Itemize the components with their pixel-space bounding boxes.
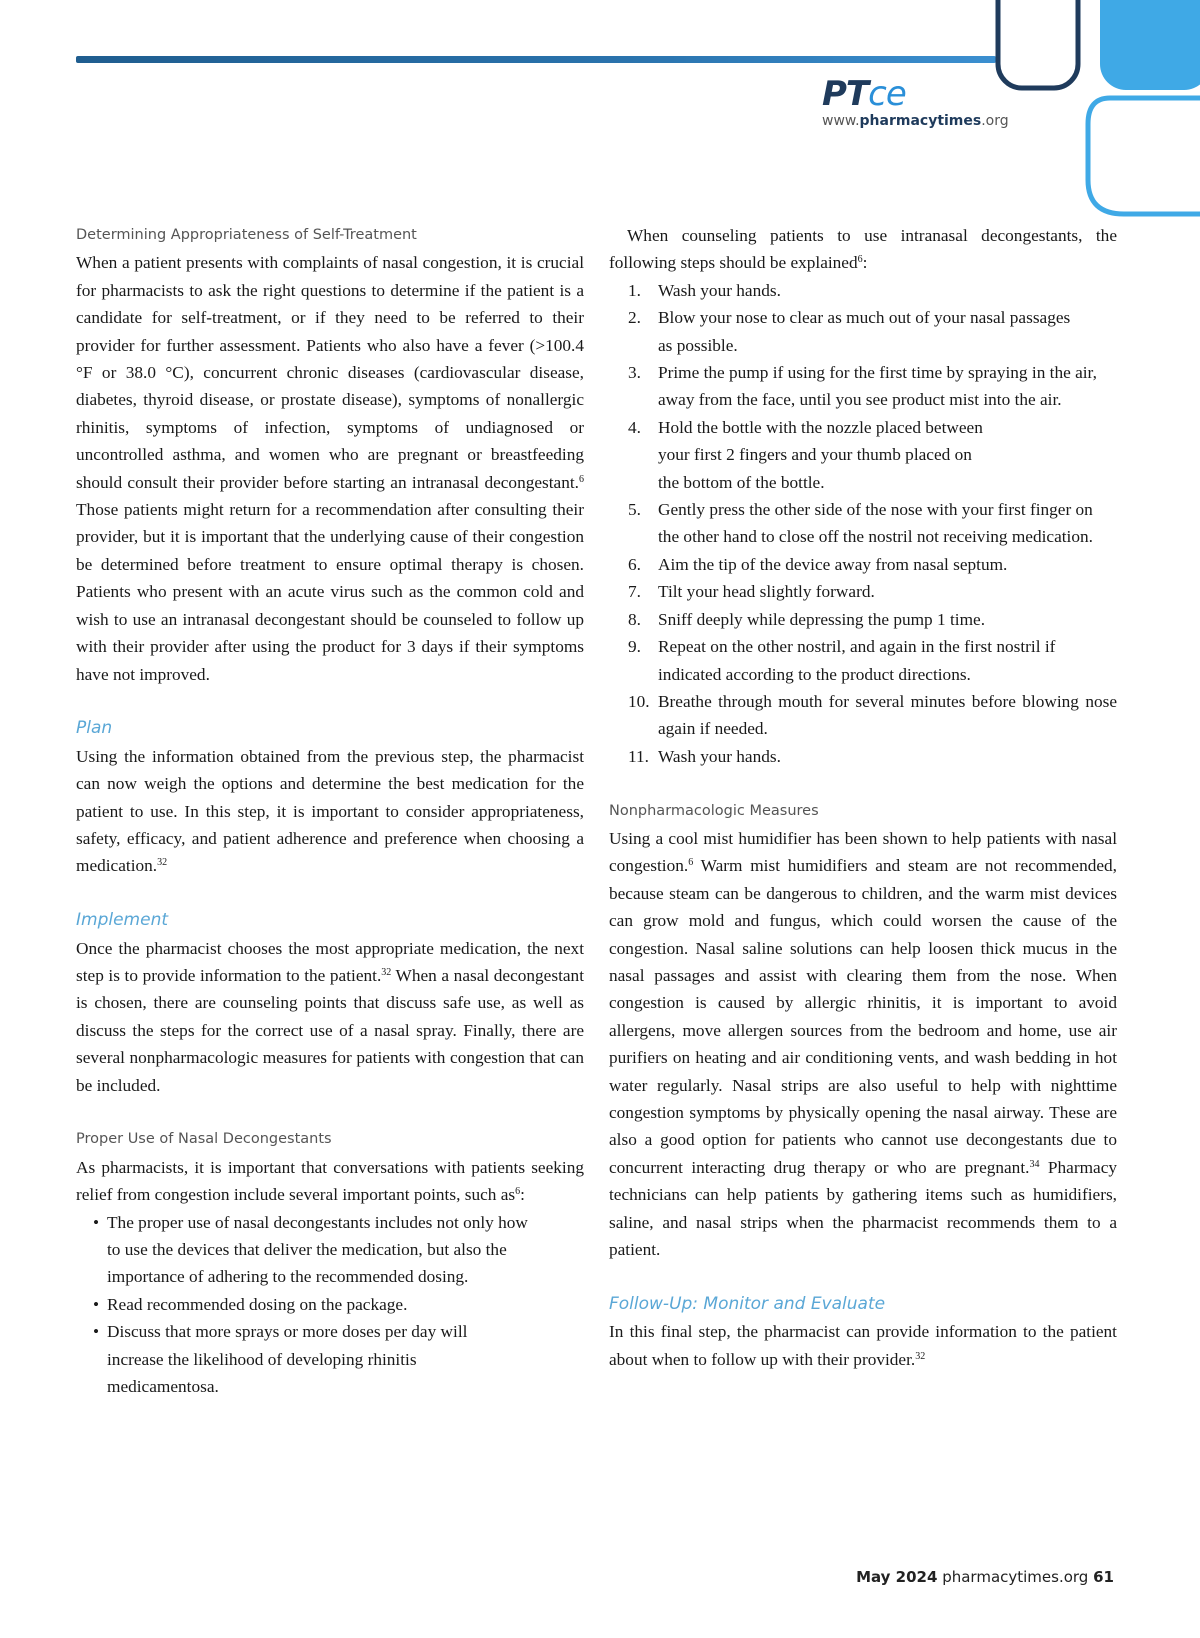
citation: 32 [157,857,168,869]
list-item: • Read recommended dosing on the package. [93,1291,584,1318]
list-item: 1. Wash your hands. [628,280,781,300]
counseling-points-list [76,1209,584,1401]
logo-url: www.pharmacytimes.org [822,113,1009,129]
page-footer: May 2024 pharmacytimes.org 61 [856,1568,1114,1586]
paragraph-plan: Using the information obtained from the previous step, the pharmacist can now weigh the options and determine the best medication for the patient to use. In this step, it is important to consider appropriateness, safety, efficacy, and patient adherence and preference when choosing a medication.$^{32}$ [76,746,584,876]
page-number: 61 [1093,1568,1114,1586]
citation: 34 [1029,1158,1040,1170]
list-item: 4. Hold the bottle with the nozzle placed between your first 2 fingers and your thumb placed on the bottom of the bottle. [628,417,983,492]
citation: 6 [515,1186,521,1198]
right-column [609,222,1117,1373]
list-item: 11. Wash your hands. [628,746,781,766]
ptce-logo [822,76,1032,132]
heading-self-treatment: Determining Appropriateness of Self-Treatment [76,227,417,243]
paragraph-implement: Once the pharmacist chooses the most appropriate medication, the next step is to provide information to the patient.$^{32}$ When a nasal decongestant is chosen, there are counseling points that discuss safe use, as well as discuss the steps for the correct use of a nasal spray. Finally, there are several nonpharmacologic measures for patients with congestion that can be included. [76,938,584,1095]
citation: 6 [579,473,584,485]
list-item: • Discuss that more sprays or more doses per day will increase the likelihood of developing rhinitis medicamentosa. [93,1318,584,1400]
paragraph-counsel: When counseling patients to use intranasal decongestants, the following steps should be explained$^6$: [609,226,1117,273]
list-item: 7. Tilt your head slightly forward. [628,582,875,602]
heading-implement: Implement [76,910,169,931]
header-rule [76,56,996,63]
paragraph-follow-up: In this final step, the pharmacist can provide information to the patient about when to follow up with their provider.$^{32}$ [609,1322,1117,1369]
heading-nonpharmacologic: Nonpharmacologic Measures [609,802,819,819]
citation: 32 [915,1350,926,1362]
citation: 6 [857,254,863,266]
list-item: 8. Sniff deeply while depressing the pump 1 time. [628,609,986,629]
list-item: 10. Breathe through mouth for several minutes before blowing nose again if needed. [628,691,1117,739]
list-item: 6. Aim the tip of the device away from nasal septum. [628,554,1008,574]
list-item: 3. Prime the pump if using for the first time by spraying in the air, away from the face, until you see product mist into the air. [628,363,1097,410]
heading-plan: Plan [76,718,113,739]
paragraph-proper-use: As pharmacists, it is important that conversations with patients seeking relief from congestion include several important points, such $as^6$: [76,1157,584,1205]
logo-wordmark: PTce [822,74,906,114]
citation: 32 [381,966,392,978]
citation: 6 [688,857,694,869]
heading-follow-up: Follow-Up: Monitor and Evaluate [609,1293,886,1314]
spray-steps-list [609,277,1117,770]
list-item: • The proper use of nasal decongestants includes not only how to use the devices that deliver the medication, but also the importance of adhering to the recommended dosing. [93,1209,584,1291]
paragraph-self-treatment: When a patient presents with complaints of nasal congestion, it is crucial for pharmacists to ask the right questions to determine if the patient is a candidate for self-treatment, or if they need to be referred to their provider for further assessment. Patients who also have a fever (>100.4 °F or 38.0 °C), concurrent chronic diseases (cardiovascular disease, diabetes, thyroid disease, or prostate disease), symptoms of nonallergic rhinitis, symptoms of infection, symptoms of undiagnosed or uncontrolled asthma, and women who are pregnant or breastfeeding should consult their provider before starting an intranasal decongestant.$^6$ Those patients might return for a recommendation after consulting their provider, but it is important that the underlying cause of their congestion be determined before treatment to ensure optimal therapy is chosen. Patients who present with an acute virus such as the common cold and wish to use an intranasal decongestant should be counseled to follow up with their provider after using the product for 3 days if their symptoms have not improved. [76,253,584,684]
list-item: 5. Gently press the other side of the nose with your first finger on the other hand to close off the nostril not receiving medication. [628,500,1093,547]
paragraph-nonpharmacologic: Using a cool mist humidifier has been shown to help patients with nasal congestion.$^6$ Warm mist humidifiers and steam are not recommended, because steam can be dangerous to children, and the warm mist devices can grow mold and fungus, which could worsen the cause of the congestion. Nasal saline solutions can help loosen thick mucus in the nasal passages and assist with clearing them from the nose. When congestion is caused by allergic rhinitis, it is important to avoid allergens, move allergen sources from the bedroom and home, use air purifiers on heating and air conditioning vents, and wash bedding in hot water regularly. Nasal strips are also useful to help with nighttime congestion symptoms by physically opening the nasal airway. These are also a good option for patients who cannot use decongestants due to concurrent interacting drug therapy or who are pregnant.$^{34}$ Pharmacy technicians can help patients by gathering items such as humidifiers, saline, and nasal strips when the pharmacist recommends them to a patient. [609,828,1118,1260]
list-item: 2. Blow your nose to clear as much out of your nasal passages as possible. [628,308,1071,355]
list-item: 9. Repeat on the other nostril, and again in the first nostril if indicated according to the product directions. [628,637,1056,684]
heading-proper-use: Proper Use of Nasal Decongestants [76,1131,332,1148]
left-column [76,222,584,1400]
